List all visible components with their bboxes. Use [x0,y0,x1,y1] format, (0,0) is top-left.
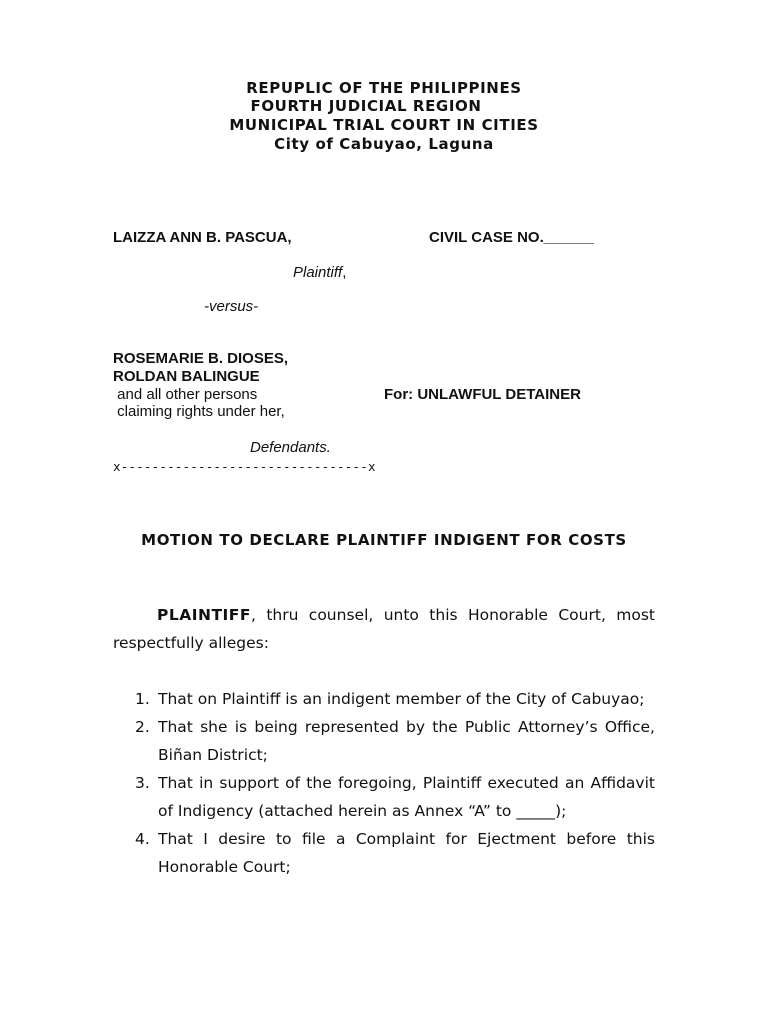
allegation-text: That on Plaintiff is an indigent member of the City of Cabuyao; [158,690,645,708]
allegations-list [113,685,655,881]
allegation-text: That in support of the foregoing, Plaintiff executed an Affidavit of Indigency (attached herein as Annex “A” to _____); [158,774,655,820]
header-court: MUNICIPAL TRIAL COURT IN CITIES [229,116,539,134]
caption-separator: x--------------------------------x [113,459,376,474]
defendant-name-2: ROLDAN BALINGUE [113,368,260,385]
header-republic: REPUPLIC OF THE PHILIPPINES [246,79,522,97]
defendant-others-line2: claiming rights under her, [113,403,285,420]
action-type: For: UNLAWFUL DETAINER [384,386,581,403]
header-region: FOURTH JUDICIAL REGION [250,97,482,115]
plaintiff-label [293,264,346,281]
defendant-name-1: ROSEMARIE B. DIOSES, [113,350,289,367]
plaintiff-label-text: Plaintiff [293,264,343,281]
plaintiff-label-comma: , [342,264,347,281]
defendant-others-line1: and all other persons [113,386,258,403]
allegation-number: 3. [135,774,150,792]
allegation-item [113,713,655,769]
allegation-number: 1. [135,690,150,708]
allegation-item [113,685,655,713]
versus-label: -versus- [204,298,259,315]
intro-lead: PLAINTIFF [157,606,251,624]
allegation-text: That she is being represented by the Public Attorney’s Office, Biñan District; [158,718,655,764]
allegation-text: That I desire to file a Complaint for Ejectment before this Honorable Court; [158,830,655,876]
allegation-number: 2. [135,718,150,736]
plaintiff-name: LAIZZA ANN B. PASCUA, [113,229,292,246]
defendants-label: Defendants. [250,439,331,456]
intro-paragraph [113,601,655,657]
allegation-number: 4. [135,830,150,848]
allegation-item [113,825,655,881]
intro-text: , thru counsel, unto this Honorable Court, most respectfully alleges: [113,606,655,652]
civil-case-number: CIVIL CASE NO.______ [429,229,594,246]
allegation-item [113,769,655,825]
header-city: City of Cabuyao, Laguna [274,135,494,153]
motion-title: MOTION TO DECLARE PLAINTIFF INDIGENT FOR COSTS [141,531,627,549]
